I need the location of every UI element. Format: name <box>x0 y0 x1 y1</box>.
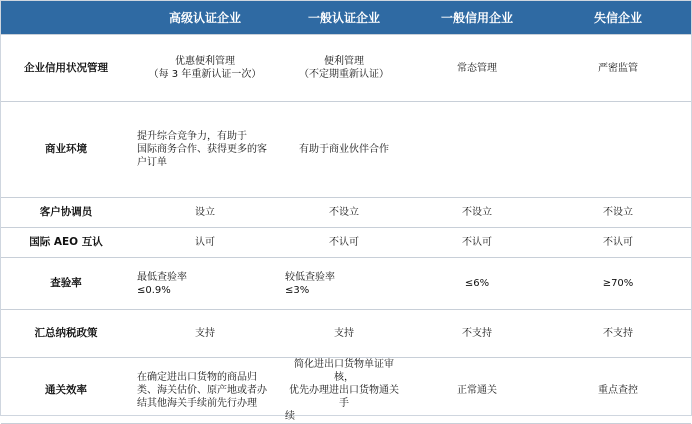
table-cell <box>131 198 279 228</box>
cell-text-line: 最低查验率 <box>137 271 187 283</box>
table-row <box>1 258 691 310</box>
table-cell <box>131 358 279 424</box>
cell-text-line: （每 3 年重新认证一次） <box>148 69 262 80</box>
cell-content <box>137 130 273 169</box>
cell-text-line: 不认可 <box>329 237 359 248</box>
table-cell <box>409 358 545 424</box>
table-cell <box>279 258 409 310</box>
cell-text-line: 不认可 <box>462 237 492 248</box>
cell-text-line: 严密监管 <box>598 62 638 74</box>
cell-text-line: 设立 <box>195 207 215 218</box>
cell-content <box>415 236 539 249</box>
cell-text-line: 较低查验率 <box>285 271 335 283</box>
table-cell <box>545 310 691 358</box>
cell-text-line: 在确定进出口货物的商品归 <box>137 372 257 383</box>
table-row <box>1 35 691 102</box>
cell-text-line: 支持 <box>195 328 215 339</box>
table-cell <box>409 102 545 198</box>
cell-content <box>285 358 403 423</box>
header-general-credit: 一般信用企业 <box>409 1 545 35</box>
row-label: 客户协调员 <box>1 198 131 228</box>
table-cell <box>279 198 409 228</box>
table-header-row <box>1 1 691 35</box>
cell-text-line: ≤3% <box>285 284 310 296</box>
cell-text-line: 提升综合竞争力，有助于 <box>137 131 247 142</box>
cell-text-line: 常态管理 <box>457 62 497 74</box>
row-label: 国际 AEO 互认 <box>1 228 131 258</box>
cell-text-line: 续 <box>285 411 295 422</box>
cell-text-line: 不支持 <box>603 328 633 339</box>
table-cell <box>131 35 279 102</box>
table-cell <box>545 102 691 198</box>
cell-content <box>285 327 403 340</box>
table-cell <box>279 228 409 258</box>
cell-text-line: 类、海关估价、原产地或者办 <box>137 385 267 396</box>
cell-content <box>551 277 685 290</box>
cell-text-line: 优惠便利管理 <box>175 56 235 67</box>
cell-content <box>137 236 273 249</box>
cell-content <box>137 371 273 410</box>
cell-content <box>551 384 685 397</box>
cell-text-line: ≥70% <box>602 278 634 289</box>
header-corner <box>1 1 131 35</box>
cell-text-line: 认可 <box>195 237 215 248</box>
cell-content <box>551 206 685 219</box>
row-label: 商业环境 <box>1 102 131 198</box>
table-cell <box>131 228 279 258</box>
cell-content <box>285 271 403 297</box>
table-cell <box>545 198 691 228</box>
cell-content <box>415 327 539 340</box>
cell-text-line: 优先办理进出口货物通关手 <box>289 385 399 409</box>
table-cell <box>545 228 691 258</box>
cell-content <box>285 55 403 81</box>
cell-content <box>285 236 403 249</box>
table-cell <box>409 198 545 228</box>
cell-content <box>285 206 403 219</box>
header-advanced-certified: 高级认证企业 <box>131 1 279 35</box>
table-cell <box>131 258 279 310</box>
row-label: 通关效率 <box>1 358 131 424</box>
cell-text-line: 便利管理 <box>324 56 364 67</box>
cell-content <box>551 236 685 249</box>
table-cell <box>409 35 545 102</box>
enterprise-credit-table <box>1 1 691 424</box>
table-row <box>1 358 691 424</box>
cell-content <box>415 277 539 290</box>
table-cell <box>545 258 691 310</box>
table-cell <box>279 358 409 424</box>
row-label: 汇总纳税政策 <box>1 310 131 358</box>
table-cell <box>545 35 691 102</box>
cell-content <box>137 55 273 81</box>
cell-text-line: ≤6% <box>464 278 490 289</box>
cell-content <box>137 271 273 297</box>
cell-text-line: 正常通关 <box>457 385 497 396</box>
table-cell <box>545 358 691 424</box>
row-label: 企业信用状况管理 <box>1 35 131 102</box>
cell-content <box>415 384 539 397</box>
table-cell <box>279 310 409 358</box>
cell-text-line: 不设立 <box>462 207 492 218</box>
cell-text-line: 不认可 <box>603 237 633 248</box>
cell-text-line: 不设立 <box>603 207 633 218</box>
cell-text-line: 不支持 <box>462 328 492 339</box>
cell-text-line: 重点查控 <box>598 385 638 396</box>
table-row <box>1 102 691 198</box>
table-row <box>1 228 691 258</box>
cell-content <box>285 143 403 156</box>
cell-text-line: 简化进出口货物单证审核， <box>294 359 394 383</box>
cell-content <box>551 327 685 340</box>
table-row <box>1 198 691 228</box>
cell-text-line: 国际商务合作、获得更多的客 <box>137 144 267 155</box>
cell-text-line: 结其他海关手续前先行办理 <box>137 398 257 409</box>
cell-text-line: ≤0.9% <box>137 284 171 296</box>
cell-content <box>415 62 539 75</box>
cell-content <box>415 206 539 219</box>
header-dishonest: 失信企业 <box>545 1 691 35</box>
table-cell <box>131 102 279 198</box>
table-row <box>1 310 691 358</box>
table-cell <box>279 35 409 102</box>
cell-text-line: （不定期重新认证） <box>299 69 389 80</box>
table-cell <box>279 102 409 198</box>
header-general-certified: 一般认证企业 <box>279 1 409 35</box>
table-cell <box>131 310 279 358</box>
cell-text-line: 户订单 <box>137 157 167 168</box>
cell-text-line: 有助于商业伙伴合作 <box>299 144 389 155</box>
table-cell <box>409 310 545 358</box>
cell-content <box>137 327 273 340</box>
cell-text-line: 不设立 <box>329 207 359 218</box>
cell-content <box>137 206 273 219</box>
cell-text-line: 支持 <box>334 328 354 339</box>
cell-content <box>551 62 685 75</box>
table-cell <box>409 258 545 310</box>
table-cell <box>409 228 545 258</box>
row-label: 查验率 <box>1 258 131 310</box>
